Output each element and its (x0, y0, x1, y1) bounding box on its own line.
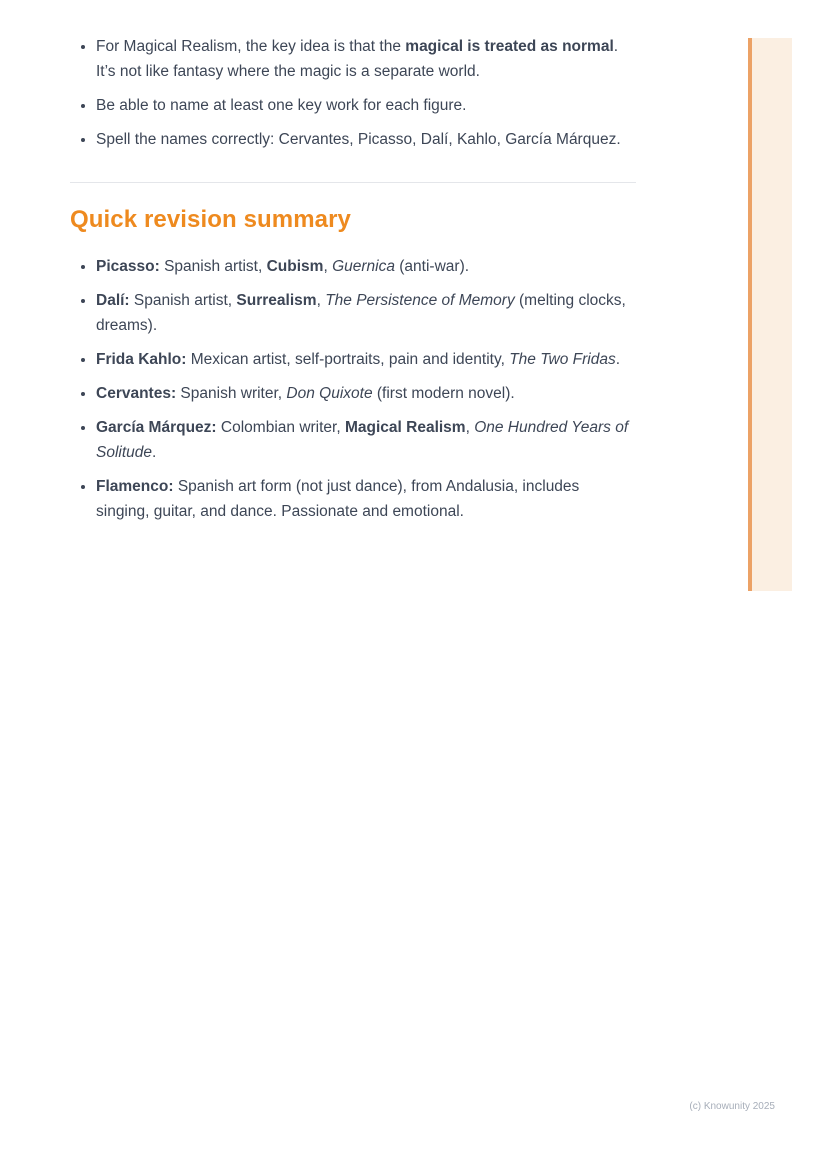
text-segment: Colombian writer, (216, 419, 345, 436)
text-segment: One Hundred Years of Solitude (96, 419, 629, 461)
text-segment: Flamenco: (96, 478, 174, 495)
text-segment: Spanish writer, (176, 385, 287, 402)
text-segment: Spanish artist, (159, 258, 267, 275)
text-segment: The Two Fridas (509, 351, 616, 368)
text-segment: For Magical Realism, the key idea is that the (96, 38, 406, 55)
section-divider (70, 182, 636, 183)
text-segment: Magical Realism (344, 419, 466, 436)
text-segment: Cubism (266, 258, 324, 275)
list-item (96, 93, 636, 118)
text-segment: (first modern novel). (372, 385, 515, 402)
text-segment: Be able to name at least one key work for each figure. (96, 97, 467, 114)
text-segment: Mexican artist, self-portraits, pain and identity, (186, 351, 510, 368)
text-segment: Spanish artist, (129, 292, 237, 309)
list-item (96, 381, 636, 406)
list-item (96, 474, 636, 524)
text-segment: The Persistence of Memory (325, 292, 515, 309)
text-segment: , (316, 292, 326, 309)
list-item (96, 34, 636, 84)
text-segment: . (152, 444, 157, 461)
summary-list (70, 254, 636, 524)
text-segment: Don Quixote (286, 385, 373, 402)
text-segment: Picasso: (96, 258, 160, 275)
list-item (96, 127, 636, 152)
text-segment: Guernica (332, 258, 395, 275)
list-item (96, 254, 636, 279)
text-segment: (anti-war). (394, 258, 470, 275)
text-segment: García Márquez: (96, 419, 217, 436)
list-item (96, 288, 636, 338)
section-heading: Quick revision summary (70, 206, 351, 233)
text-segment: , (323, 258, 333, 275)
footer-copyright: (c) Knowunity 2025 (689, 1101, 775, 1112)
text-segment: (melting clocks, dreams). (96, 292, 626, 334)
list-item (96, 347, 636, 372)
text-segment: Surrealism (236, 292, 317, 309)
text-segment: Spanish art form (not just dance), from Andalusia, includes singing, guitar, and dance. Passionate and emotional. (96, 478, 580, 520)
list-item (96, 415, 636, 465)
text-segment: Spell the names correctly: Cervantes, Picasso, Dalí, Kahlo, García Márquez. (96, 131, 621, 148)
document-content (70, 34, 636, 533)
exam-tips-list (70, 34, 636, 152)
text-segment: Cervantes: (96, 385, 177, 402)
text-segment: . It’s not like fantasy where the magic is a separate world. (96, 38, 619, 80)
text-segment: Frida Kahlo: (96, 351, 187, 368)
side-accent-strip (748, 38, 792, 591)
text-segment: magical is treated as normal (405, 38, 614, 55)
text-segment: , (465, 419, 475, 436)
text-segment: . (615, 351, 621, 368)
text-segment: Dalí: (96, 292, 130, 309)
